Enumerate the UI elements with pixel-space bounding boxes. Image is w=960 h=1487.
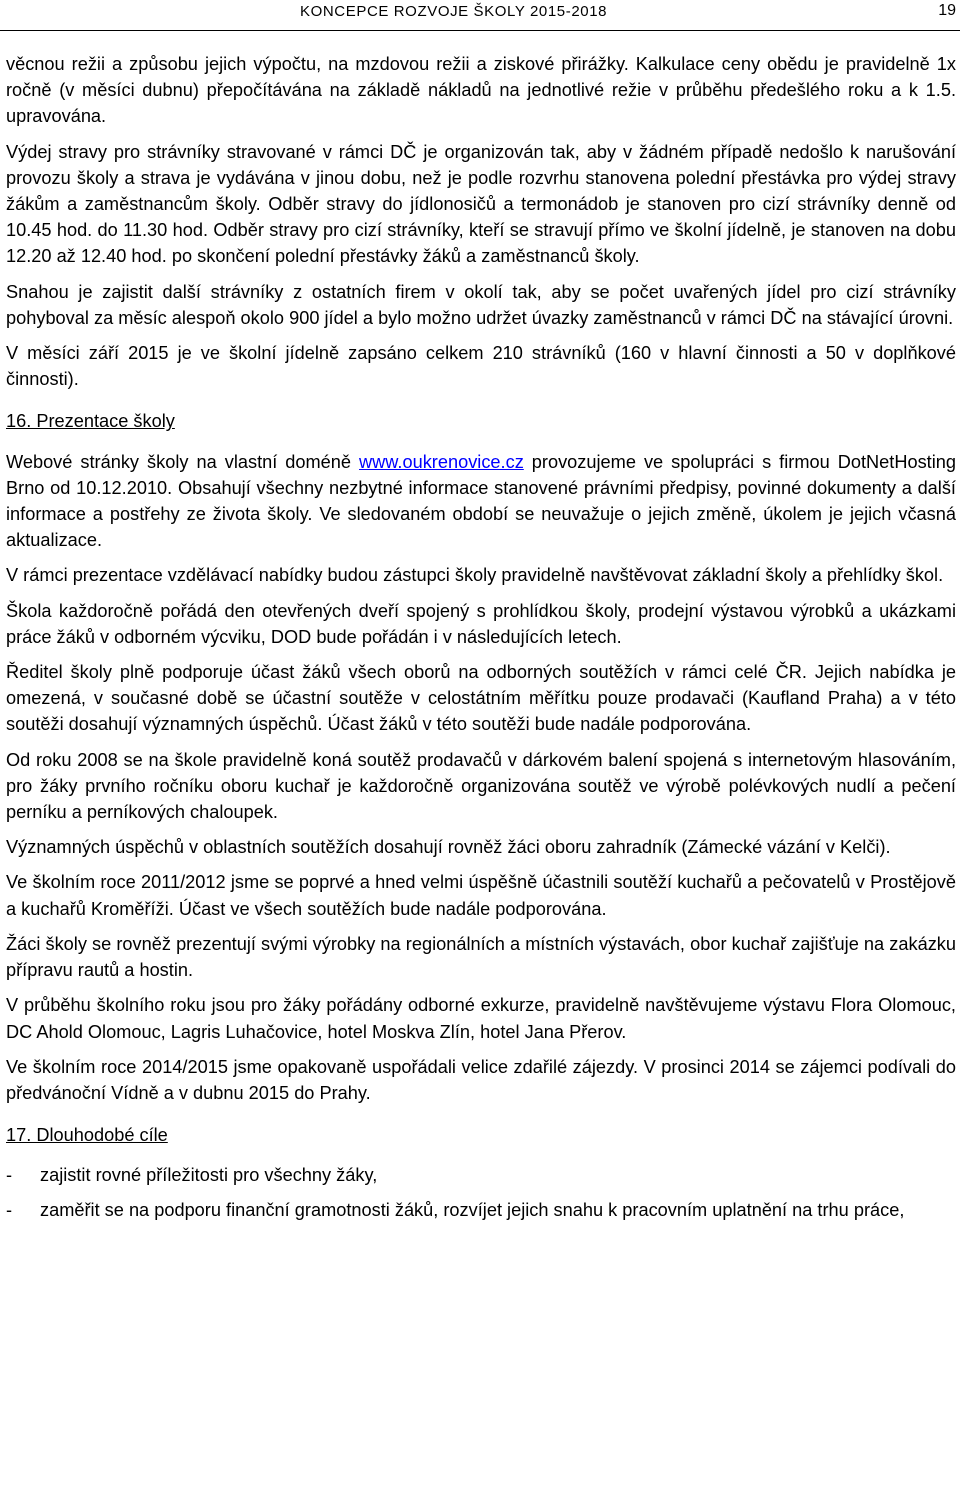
paragraph: Ředitel školy plně podporuje účast žáků všech oborů na odborných soutěžích v rámci celé ČR. Jejich nabídka je omezená, v současné době se účastní soutěže v celostátním měřítku pouze prodavači (Kaufland Praha) a v této soutěži dosahují významných úspěchů. Účast žáků v této soutěži bude nadále podporována.	[6, 662, 956, 735]
paragraph: V průběhu školního roku jsou pro žáky pořádány odborné exkurze, pravidelně navštěvujeme výstavu Flora Olomouc, DC Ahold Olomouc, Lagris Luhačovice, hotel Moskva Zlín, hotel Jana Přerov.	[6, 995, 956, 1042]
section-heading-17: 17. Dlouhodobé cíle	[6, 1125, 168, 1146]
list-item-text: zaměřit se na podporu finanční gramotnosti žáků, rozvíjet jejich snahu k pracovním uplatnění na trhu práce,	[40, 1199, 905, 1220]
page-header	[0, 0, 960, 31]
paragraph: Výdej stravy pro strávníky stravované v rámci DČ je organizován tak, aby v žádném případě nedošlo k narušování provozu školy a strava je vydávána v jinou dobu, než je podle rozvrhu stanovena polední přestávka pro výdej stravy žákům a zaměstnancům školy. Odběr stravy do jídlonosičů a termonádob je stanoven pro cizí strávníky denně od 10.45 hod. do 11.30 hod. Odběr stravy pro cizí strávníky, kteří se stravují přímo ve školní jídelně, je stanoven na dobu 12.20 až 12.40 hod. po skončení polední přestávky žáků a zaměstnanců školy.	[6, 141, 956, 267]
list-item	[6, 1197, 956, 1223]
paragraph: V měsíci září 2015 je ve školní jídelně zapsáno celkem 210 strávníků (160 v hlavní činnosti a 50 v doplňkové činnosti).	[6, 343, 956, 390]
section-heading-16: 16. Prezentace školy	[6, 411, 175, 432]
website-link[interactable]: www.oukrenovice.cz	[359, 451, 524, 472]
paragraph: V rámci prezentace vzdělávací nabídky budou zástupci školy pravidelně navštěvovat základní školy a přehlídky škol.	[6, 565, 944, 586]
paragraph: Žáci školy se rovněž prezentují svými výrobky na regionálních a místních výstavách, obor kuchař zajišťuje na zakázku přípravu rautů a hostin.	[6, 933, 956, 981]
paragraph: Ve školním roce 2014/2015 jsme opakovaně uspořádali velice zdařilé zájezdy. V prosinci 2014 se zájemci podívali do předvánoční Vídně a v dubnu 2015 do Prahy.	[6, 1056, 956, 1103]
web-text-after: provozujeme ve spolupráci s firmou DotNetHosting Brno od 10.12.2010. Obsahují všechny nezbytné informace stanovené právními předpisy, povinné dokumenty a další informace a postřehy ze života školy. Ve sledovaném období se neuvažuje o jejich změně, úkolem je jejich včasná aktualizace.	[6, 451, 956, 551]
paragraph: Škola každoročně pořádá den otevřených dveří spojený s prohlídkou školy, prodejní výstavou výrobků a ukázkami práce žáků v odborném výcviku, DOD bude pořádán i v následujících letech.	[6, 600, 956, 647]
paragraph-website	[6, 449, 956, 554]
document-body	[6, 51, 956, 1231]
paragraph: Od roku 2008 se na škole pravidelně koná soutěž prodavačů v dárkovém balení spojená s internetovým hlasováním, pro žáky prvního ročníku oboru kuchař je každoročně organizována soutěž ve výrobě polévkových nudlí a pečení perníku a perníkových chaloupek.	[6, 749, 956, 823]
page-number: 19	[938, 2, 956, 19]
list-item-text: zajistit rovné příležitosti pro všechny žáky,	[40, 1165, 378, 1186]
header-title: KONCEPCE ROZVOJE ŠKOLY 2015-2018	[300, 3, 608, 20]
paragraph: Významných úspěchů v oblastních soutěžích dosahují rovněž žáci oboru zahradník (Zámecké vázání v Kelči).	[6, 837, 891, 858]
paragraph: věcnou režii a způsobu jejich výpočtu, na mzdovou režii a ziskové přirážky. Kalkulace ceny obědu je pravidelně 1x ročně (v měsíci dubnu) přepočítávána na základě nákladů na jednotlivé režie v průběhu předešlého roku a k 1.5. upravována.	[6, 54, 956, 127]
list-dash: -	[6, 1199, 13, 1220]
list-dash: -	[6, 1165, 13, 1186]
list-item	[6, 1162, 956, 1188]
paragraph: Ve školním roce 2011/2012 jsme se poprvé a hned velmi úspěšně účastnili soutěží kuchařů a pečovatelů v Prostějově a kuchařů Kroměříži. Účast ve všech soutěžích bude nadále podporována.	[6, 872, 956, 919]
web-text-before: Webové stránky školy na vlastní doméně	[6, 451, 360, 472]
paragraph: Snahou je zajistit další strávníky z ostatních firem v okolí tak, aby se počet uvařených jídel pro cizí strávníky pohyboval za měsíc alespoň okolo 900 jídel a bylo možno udržet úvazky zaměstnanců v rámci DČ na stávající úrovni.	[6, 281, 956, 328]
